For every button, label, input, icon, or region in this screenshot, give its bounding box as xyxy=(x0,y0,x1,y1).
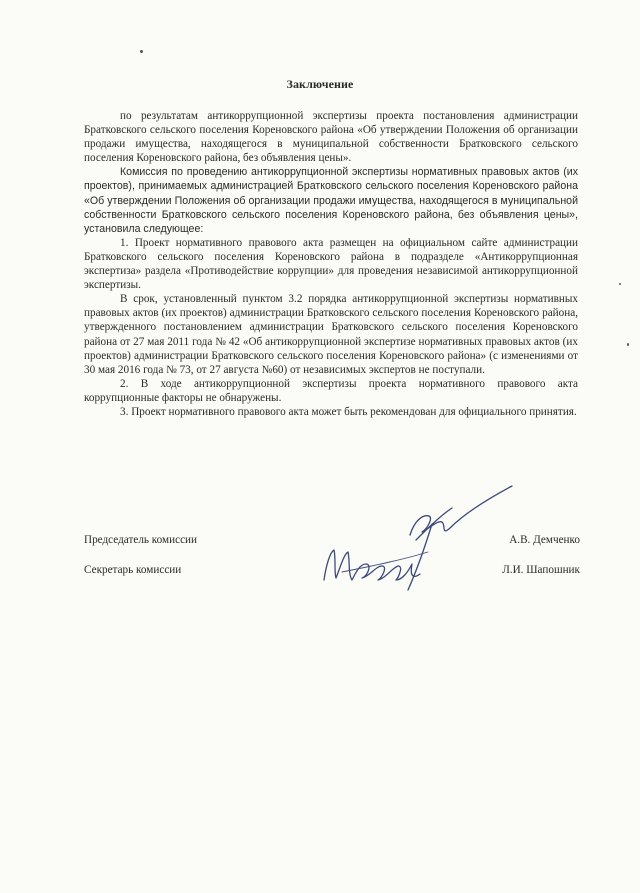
secretary-signature xyxy=(324,550,420,580)
secretary-role: Секретарь комиссии xyxy=(84,564,182,576)
deadline-paragraph: В срок, установленный пунктом 3.2 порядка антикоррупционной экспертизы нормативных правовых актов (их проектов) администрации Братковского сельского поселения Кореновского района, утвержденного постановлением администрации Братковского сельского поселения Кореновского района от 27 мая 2011 года № 42 «Об антикоррупционной экспертизе нормативных правовых актов (их проектов) администрации Братковского сельского поселения Кореновского района» (с изменениями от 30 мая 2016 года № 73, от 27 августа №60) от независимых экспертов не поступали. xyxy=(84,293,578,376)
scan-speck xyxy=(619,283,621,285)
handwritten-signatures xyxy=(312,480,542,600)
document-title: Заключение xyxy=(286,77,354,91)
scan-speck xyxy=(627,343,629,346)
intro-paragraph: по результатам антикоррупционной экспертизы проекта постановления администрации Братковского сельского поселения Кореновского района «Об утверждении Положения об организации продажи имущества, находящегося в муниципальной собственности Братковского сельского поселения Кореновского района, без объявления цены». xyxy=(84,110,578,165)
secretary-name: Л.И. Шапошник xyxy=(502,564,580,576)
chairman-name: А.В. Демченко xyxy=(509,534,580,546)
finding-paragraph-3: 3. Проект нормативного правового акта может быть рекомендован для официального принятия. xyxy=(120,405,577,418)
chairman-signature xyxy=(408,486,512,590)
finding-paragraph-2: 2. В ходе антикоррупционной экспертизы проекта нормативного правового акта коррупционные факторы не обнаружены. xyxy=(84,377,578,404)
document-body xyxy=(84,109,578,419)
chairman-role: Председатель комиссии xyxy=(84,534,198,546)
commission-paragraph: Комиссия по проведению антикоррупционной экспертизы нормативных правовых актов (их проектов), принимаемых администрацией Братковского сельского поселения Кореновского района «Об утверждении Положения об организации продажи имущества, находящегося в муниципальной собственности Братковского сельского поселения Кореновского района, без объявления цены», установила следующее: xyxy=(84,166,578,235)
scan-speck xyxy=(140,50,143,53)
finding-paragraph-1: 1. Проект нормативного правового акта размещен на официальном сайте администрации Братковского сельского поселения Кореновского района в подразделе «Антикоррупционная экспертиза» раздела «Противодействие коррупции» для проведения независимой антикоррупционной экспертизы. xyxy=(84,236,578,292)
